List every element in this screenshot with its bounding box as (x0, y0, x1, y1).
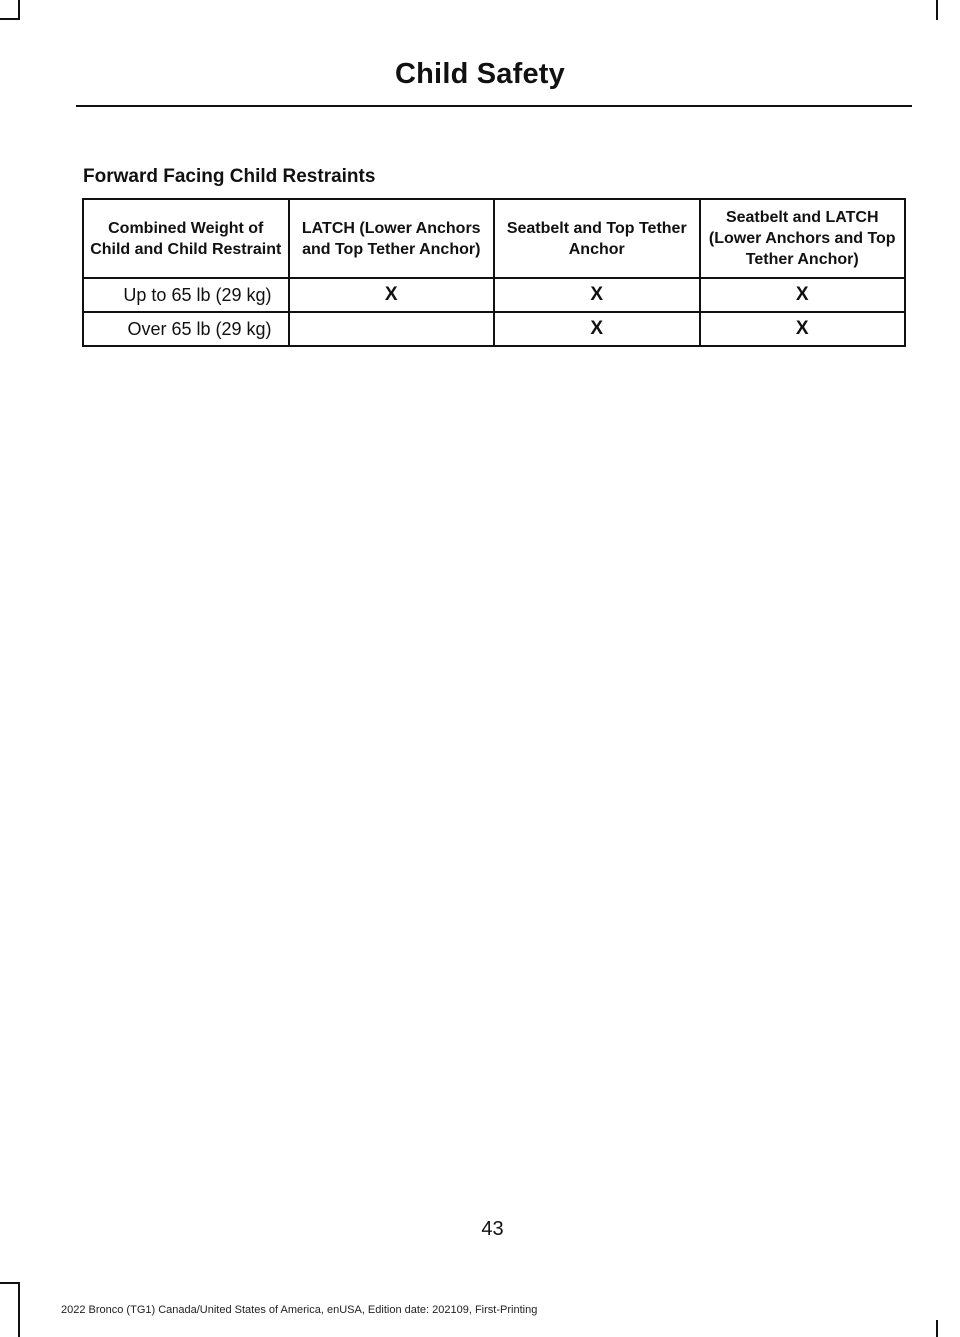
weight-cell: Over 65 lb (29 kg) (83, 312, 289, 346)
column-header-seatbelt-tether: Seatbelt and Top Tether Anchor (494, 199, 700, 278)
crop-mark-top-left (18, 0, 20, 20)
seatbelt-latch-cell: X (700, 278, 906, 312)
footer-edition-text: 2022 Bronco (TG1) Canada/United States of America, enUSA, Edition date: 202109, First-Printing (61, 1304, 538, 1316)
latch-cell (289, 312, 495, 346)
crop-mark-top-right (936, 0, 938, 20)
table-header-row (83, 199, 905, 278)
section-heading: Forward Facing Child Restraints (83, 166, 376, 187)
restraint-table (82, 198, 906, 347)
column-header-weight: Combined Weight of Child and Child Restraint (83, 199, 289, 278)
table-row (83, 278, 905, 312)
crop-mark-top-left-h (0, 18, 20, 20)
seatbelt-tether-cell: X (494, 278, 700, 312)
latch-cell: X (289, 278, 495, 312)
crop-mark-bottom-right (936, 1320, 938, 1337)
crop-mark-bottom-left-h (0, 1282, 20, 1284)
table-row (83, 312, 905, 346)
column-header-latch: LATCH (Lower Anchors and Top Tether Anchor) (289, 199, 495, 278)
crop-mark-bottom-left (18, 1282, 20, 1337)
seatbelt-latch-cell: X (700, 312, 906, 346)
page-title: Child Safety (395, 58, 565, 90)
title-divider (76, 105, 912, 107)
column-header-seatbelt-latch: Seatbelt and LATCH (Lower Anchors and Top Tether Anchor) (700, 199, 906, 278)
page-number: 43 (481, 1218, 504, 1240)
seatbelt-tether-cell: X (494, 312, 700, 346)
weight-cell: Up to 65 lb (29 kg) (83, 278, 289, 312)
